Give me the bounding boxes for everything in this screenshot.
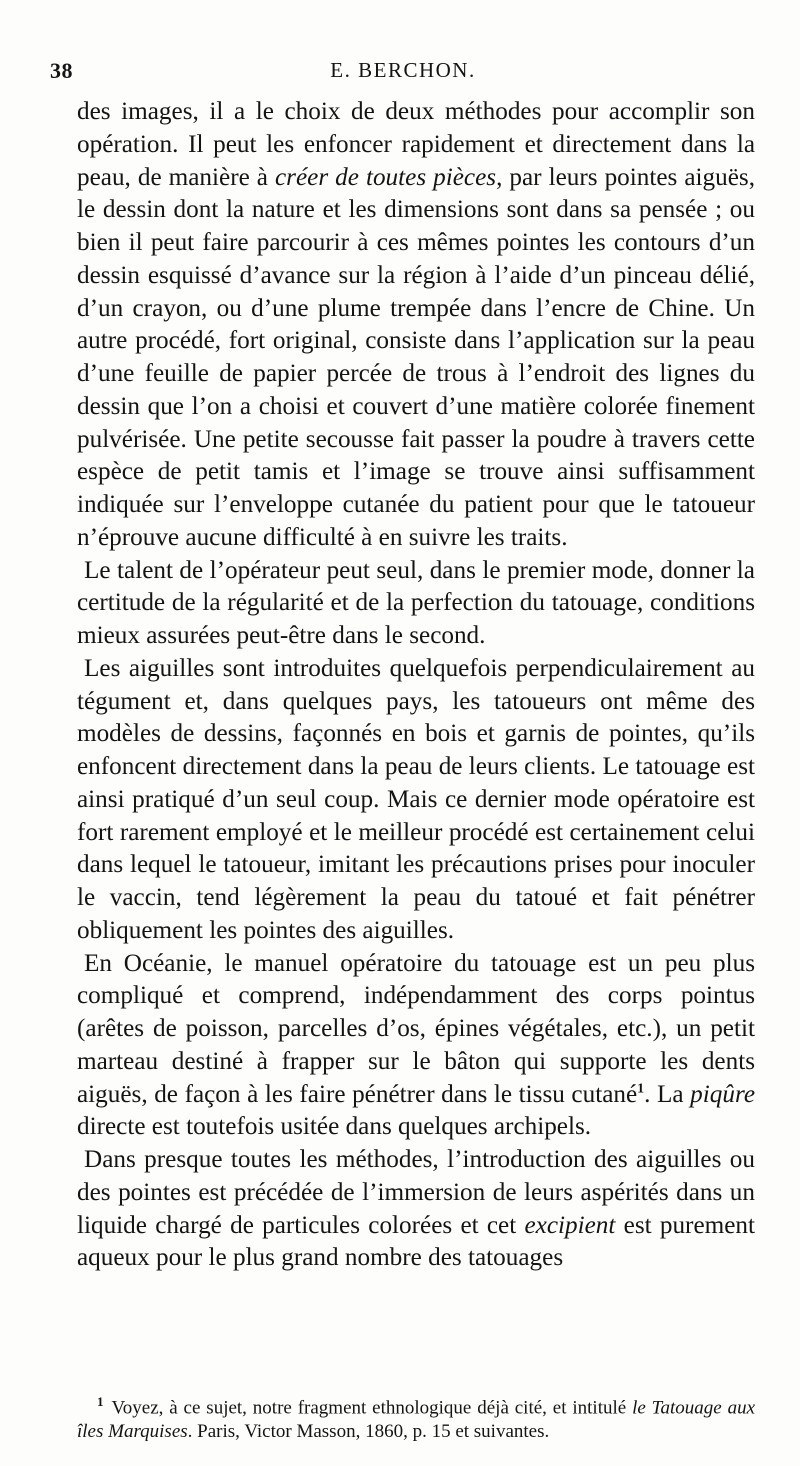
paragraph-3: Les aiguilles sont introduites quelquefois perpendiculairement au tégument et, dans quelques pays, les tatoueurs ont même des modèles de dessins, façonnés en bois et garnis de pointes, qu’ils enfoncent directement dans la peau de leurs clients. Le tatouage est ainsi pratiqué d’un seul coup. Mais ce dernier mode opératoire est fort rarement employé et le meilleur procédé est certainement celui dans lequel le tatoueur, imitant les précautions prises pour inoculer le vaccin, tend légèrement la peau du tatoué et fait pénétrer obliquement les pointes des aiguilles. [77,654,755,944]
running-head: E. BERCHON. [330,58,476,82]
footnote-reference[interactable]: 1 [637,1081,645,1097]
body-text [77,96,755,1275]
footnote-text-b: . Paris, Victor Masson, 1860, p. 15 et suivantes. [187,1421,550,1443]
footnote [77,1390,755,1444]
paragraph-1-text-b: , par leurs pointes aiguës, le dessin dont la nature et les dimensions sont dans sa pensée ; ou bien il peut faire parcourir à ces mêmes pointes les contours d’un dessin esquissé d’avance sur la région à l’aide d’un pinceau délié, d’un crayon, ou d’une plume trempée dans l’encre de Chine. Un autre procédé, fort original, consiste dans l’application sur la peau d’une feuille de papier percée de trous à l’endroit des lignes du dessin que l’on a choisi et couvert d’une matière colorée finement pulvérisée. Une petite secousse fait passer la poudre à travers cette espèce de petit tamis et l’image se trouve ainsi suffisamment indiquée sur l’enveloppe cutanée du patient pour que le tatoueur n’éprouve aucune difficulté à en suivre les traits. [77,163,756,551]
paragraph-2: Le talent de l’opérateur peut seul, dans le premier mode, donner la certitude de la régularité et de la perfection du tatouage, conditions mieux assurées peut-être dans le second. [77,556,755,649]
paragraph-4 [77,948,755,1145]
page-header [50,58,756,88]
page-number: 38 [50,58,73,83]
paragraph-1 [77,96,755,555]
paragraph-4-text-b: . La [644,1080,691,1108]
paragraph-4-emphasis: piqûre [690,1080,755,1108]
paragraph-5-text-b: est purement aqueux pour le plus grand nombre des tatouages [77,1211,755,1272]
paragraph-4-text-c: directe est toutefois usitée dans quelques archipels. [77,1113,592,1141]
paragraph-4-text-a: En Océanie, le manuel opératoire du tatouage est un peu plus compliqué et comprend, indépendamment des corps pointus (arêtes de poisson, parcelles d’os, épines végétales, etc.), un petit marteau destiné à frapper sur le bâton qui supporte les dents aiguës, de façon à les faire pénétrer dans le tissu cutané [77,949,755,1108]
footnote-text-a: Voyez, à ce sujet, notre fragment ethnologique déjà cité, et intitulé [111,1397,633,1419]
footnote-mark: 1 [97,1394,104,1409]
paragraph-5-text-a: Dans presque toutes les méthodes, l’introduction des aiguilles ou des pointes est précédée de l’immersion de leurs aspérités dans un liquide chargé de particules colorées et cet [77,1146,755,1239]
footnote-title: le Tatouage aux îles Marquises [77,1397,755,1443]
paragraph-1-emphasis: créer de toutes pièces [275,163,497,191]
paragraph-5-emphasis: excipient [524,1211,616,1239]
paragraph-1-text-a: des images, il a le choix de deux méthodes pour accomplir son opération. Il peut les enfoncer rapidement et directement dans la peau, de manière à [77,98,755,191]
paragraph-5 [77,1144,755,1275]
